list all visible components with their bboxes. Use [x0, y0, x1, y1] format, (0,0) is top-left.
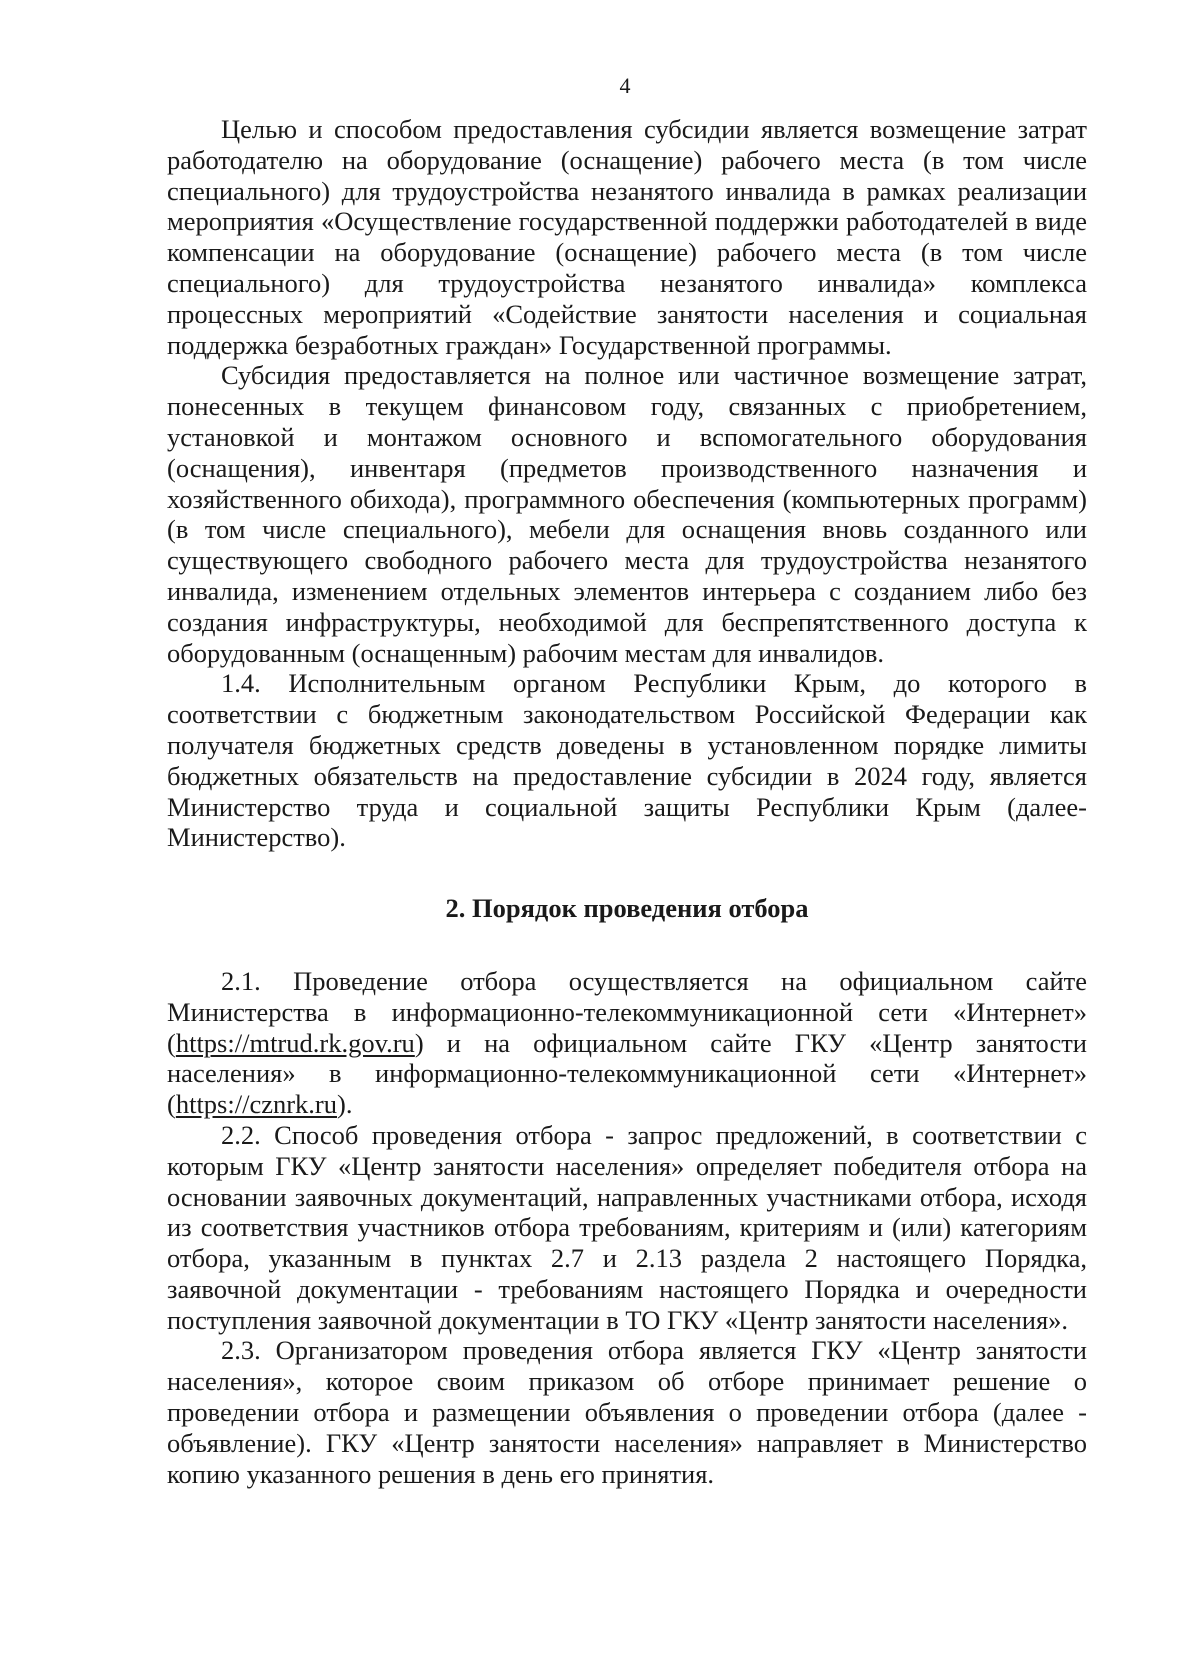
paragraph-2-1: [167, 966, 1087, 1120]
document-body: [167, 114, 1087, 1489]
paragraph-2-3: 2.3. Организатором проведения отбора является ГКУ «Центр занятости населения», которое своим приказом об отборе принимает решение о проведении отбора и размещении объявления о проведении отбора (далее - объявление). ГКУ «Центр занятости населения» направляет в Министерство копию указанного решения в день его принятия.: [167, 1335, 1087, 1489]
spacer: [167, 853, 1087, 893]
section-heading: 2. Порядок проведения отбора: [445, 893, 809, 924]
link-cznrk[interactable]: https://cznrk.ru: [175, 1089, 338, 1120]
paragraph-2-1-text-c: ).: [337, 1089, 353, 1120]
spacer: [167, 924, 1087, 966]
paragraph-1-4: 1.4. Исполнительным органом Республики Крым, до которого в соответствии с бюджетным законодательством Российской Федерации как получателя бюджетных средств доведены в установленном порядке лимиты бюджетных обязательств на предоставление субсидии в 2024 году, является Министерство труда и социальной защиты Республики Крым (далее- Министерство).: [167, 668, 1087, 853]
paragraph-purpose: Целью и способом предоставления субсидии является возмещение затрат работодателю на оборудование (оснащение) рабочего места (в том числе специального) для трудоустройства незанятого инвалида в рамках реализации мероприятия «Осуществление государственной поддержки работодателей в виде компенсации на оборудование (оснащение) рабочего места (в том числе специального) для трудоустройства незанятого инвалида» комплекса процессных мероприятий «Содействие занятости населения и социальная поддержка безработных граждан» Государственной программы.: [167, 114, 1087, 360]
paragraph-2-2: 2.2. Способ проведения отбора - запрос предложений, в соответствии с которым ГКУ «Центр занятости населения» определяет победителя отбора на основании заявочных документаций, направленных участниками отбора, исходя из соответствия участников отбора требованиям, критериям и (или) категориям отбора, указанным в пунктах 2.7 и 2.13 раздела 2 настоящего Порядка, заявочной документации - требованиям настоящего Порядка и очередности поступления заявочной документации в ТО ГКУ «Центр занятости населения».: [167, 1119, 1087, 1335]
paragraph-subsidy-scope: Субсидия предоставляется на полное или частичное возмещение затрат, понесенных в текущем финансовом году, связанных с приобретением, установкой и монтажом основного и вспомогательного оборудования (оснащения), инвентаря (предметов производственного назначения и хозяйственного обихода), программного обеспечения (компьютерных программ) (в том числе специального), мебели для оснащения вновь созданного или существующего свободного рабочего места для трудоустройства незанятого инвалида, изменением отдельных элементов интерьера с созданием либо без создания инфраструктуры, необходимой для беспрепятственного доступа к оборудованным (оснащенным) рабочим местам для инвалидов.: [167, 360, 1087, 668]
paragraph-2-1-text-a: 2.1. Проведение отбора осуществляется на официальном сайте Министерства в информационно-телекоммуникационной сети «Интернет» (: [167, 965, 1087, 1058]
page-number: 4: [619, 73, 631, 98]
paragraph-2-1-text-b: ) и на официальном сайте ГКУ «Центр занятости населения» в информационно-телекоммуникационной сети «Интернет» (: [167, 1027, 1087, 1120]
link-mtrud[interactable]: https://mtrud.rk.gov.ru: [175, 1027, 415, 1058]
